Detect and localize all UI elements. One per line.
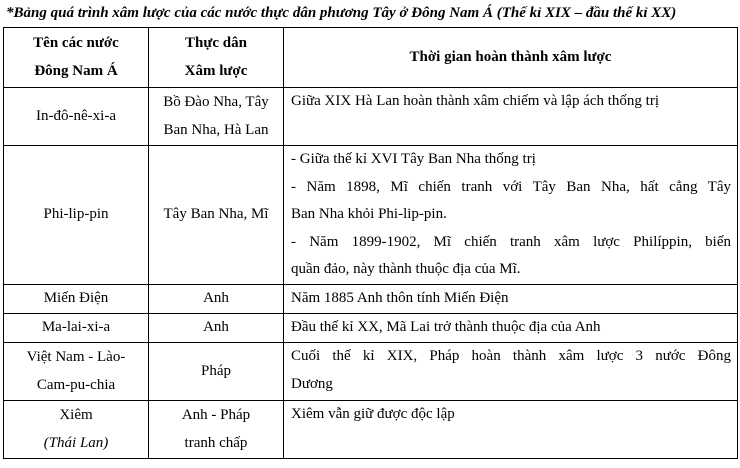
colonizer-line-1: Pháp <box>201 362 231 379</box>
colonizer-line-2: Ban Nha, Hà Lan <box>163 121 269 138</box>
country-name: Phi-lip-pin <box>43 206 109 223</box>
timeline-line-1: Giữa XIX Hà Lan hoàn thành xâm chiếm và lập ách thống trị <box>291 93 660 109</box>
country-cell <box>4 343 149 401</box>
country-name: Ma-lai-xi-a <box>41 319 111 336</box>
timeline-cell <box>284 314 738 343</box>
colonizer-line-1: Tây Ban Nha, Mĩ <box>163 206 269 223</box>
timeline-line-1: Cuối thế kỉ XIX, Pháp hoàn thành xâm lược 3 nước Đông <box>291 348 731 364</box>
table-row <box>4 146 738 285</box>
header-row <box>4 28 738 88</box>
timeline-cell <box>284 285 738 314</box>
colonizer-line-2: tranh chấp <box>184 434 248 451</box>
timeline-line-1: Xiêm vẫn giữ được độc lập <box>291 406 455 422</box>
country-cell <box>4 401 149 459</box>
country-name-line-2: Cam-pu-chia <box>36 376 116 393</box>
country-cell <box>4 146 149 285</box>
colonizer-line-1: Anh - Pháp <box>181 407 251 423</box>
table-row <box>4 285 738 314</box>
colonizer-line-1: Anh <box>203 290 229 307</box>
timeline-line-4: - Năm 1899-1902, Mĩ chiến tranh xâm lược Philíppin, biến <box>291 233 731 250</box>
table-row <box>4 88 738 146</box>
header-colonizer <box>149 28 284 88</box>
table-row <box>4 314 738 343</box>
header-country-line-1: Tên các nước <box>33 35 119 51</box>
header-colonizer-line-1: Thực dân <box>185 35 247 51</box>
timeline-line-3: Ban Nha khỏi Phi-lip-pin. <box>291 206 447 222</box>
country-name-line-2: (Thái Lan) <box>43 434 109 451</box>
colonizer-cell <box>149 314 284 343</box>
timeline-line-1: Đầu thế kỉ XX, Mã Lai trở thành thuộc địa của Anh <box>291 319 601 335</box>
colonizer-cell <box>149 343 284 401</box>
timeline-line-5: quần đảo, này thành thuộc địa của Mĩ. <box>291 261 521 277</box>
colonizer-line-1: Anh <box>203 319 229 336</box>
timeline-cell <box>284 146 738 285</box>
header-colonizer-line-2: Xâm lược <box>184 62 248 79</box>
header-country <box>4 28 149 88</box>
colonizer-cell <box>149 285 284 314</box>
timeline-cell <box>284 88 738 146</box>
colonization-table <box>3 27 738 459</box>
table-row <box>4 343 738 401</box>
table-caption: *Bảng quá trình xâm lược của các nước thực dân phương Tây ở Đông Nam Á (Thế kỉ XIX – đầu thế kỉ XX) <box>6 5 677 21</box>
timeline-line-1: - Giữa thế kỉ XVI Tây Ban Nha thống trị <box>291 151 536 167</box>
country-name: Miến Điện <box>43 290 109 307</box>
colonizer-cell <box>149 146 284 285</box>
colonizer-cell <box>149 401 284 459</box>
country-cell <box>4 88 149 146</box>
country-name-line-1: Việt Nam - Lào- <box>26 349 126 365</box>
country-cell <box>4 314 149 343</box>
header-timeline: Thời gian hoàn thành xâm lược <box>284 28 738 88</box>
timeline-line-2: - Năm 1898, Mĩ chiến tranh với Tây Ban Nha, hất cẳng Tây <box>291 178 731 195</box>
timeline-cell <box>284 343 738 401</box>
colonizer-line-1: Bồ Đào Nha, Tây <box>163 94 269 110</box>
timeline-cell <box>284 401 738 459</box>
timeline-line-2: Dương <box>291 375 333 392</box>
country-name: In-đô-nê-xi-a <box>36 107 116 124</box>
table-row <box>4 401 738 459</box>
country-cell <box>4 285 149 314</box>
country-name-line-1: Xiêm <box>59 407 93 423</box>
colonizer-cell <box>149 88 284 146</box>
timeline-line-1: Năm 1885 Anh thôn tính Miến Điện <box>291 290 509 306</box>
header-country-line-2: Đông Nam Á <box>34 62 118 79</box>
